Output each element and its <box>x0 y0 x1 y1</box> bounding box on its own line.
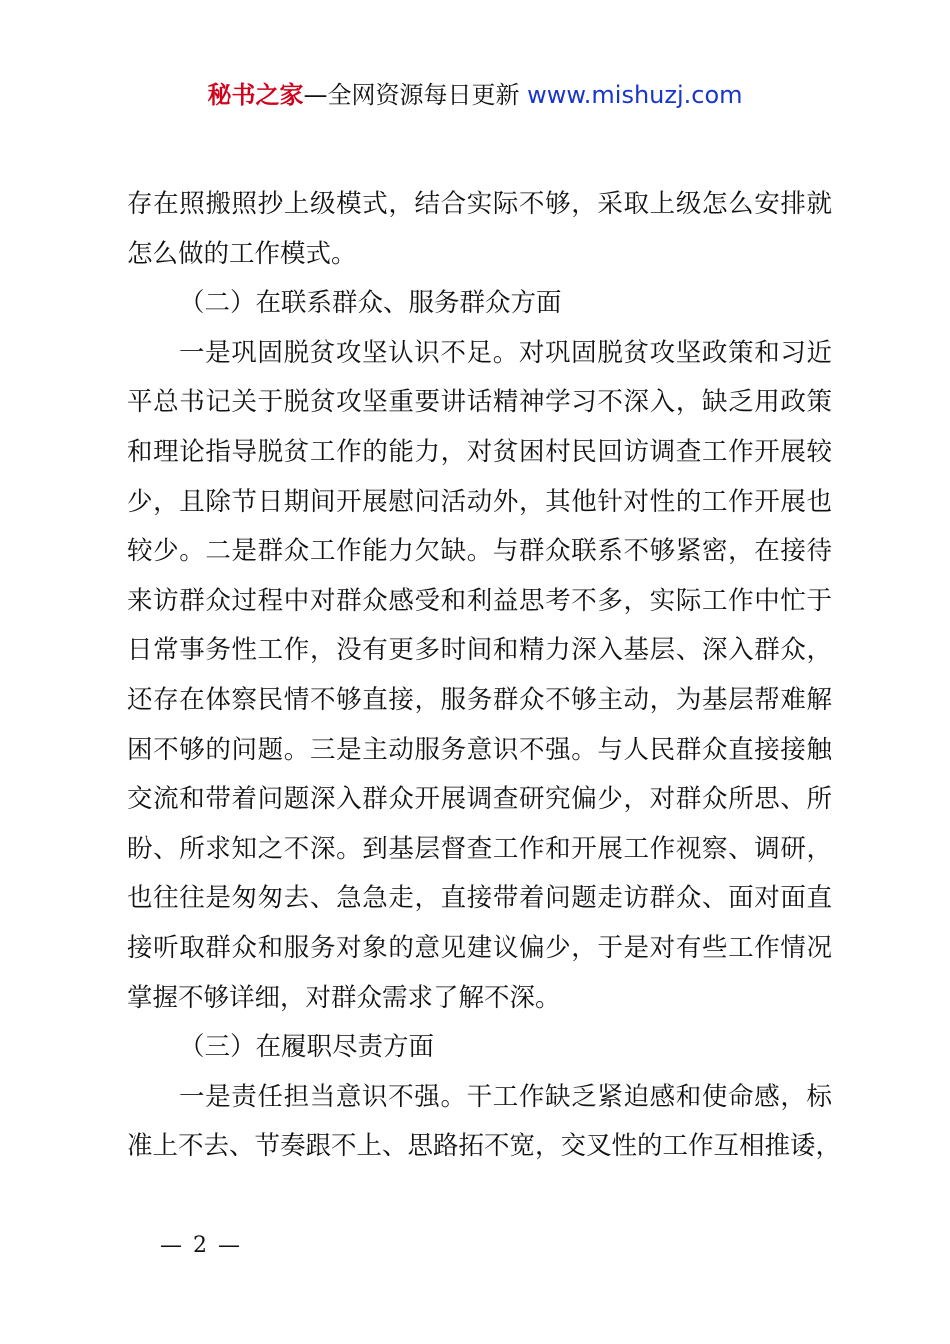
text-line: 困不够的问题。三是主动服务意识不强。与人民群众直接接触 <box>127 734 832 765</box>
text-line: 掌握不够详细，对群众需求了解不深。 <box>127 982 561 1013</box>
site-url-link[interactable]: www.mishuzj.com <box>527 81 743 109</box>
text-line: 和理论指导脱贫工作的能力，对贫困村民回访调查工作开展较 <box>127 436 832 467</box>
text-line: 还存在体察民情不够直接，服务群众不够主动，为基层帮难解 <box>127 684 832 715</box>
text-line: 日常事务性工作，没有更多时间和精力深入基层、深入群众， <box>127 635 832 666</box>
text-line: （三）在履职尽责方面 <box>179 1032 435 1063</box>
text-line: 交流和带着问题深入群众开展调查研究偏少，对群众所思、所 <box>127 784 832 815</box>
site-header <box>0 78 950 112</box>
text-line: 较少。二是群众工作能力欠缺。与群众联系不够紧密，在接待 <box>127 536 832 567</box>
page-number: — 2 — <box>160 1233 242 1258</box>
text-line: 一是巩固脱贫攻坚认识不足。对巩固脱贫攻坚政策和习近 <box>179 337 832 368</box>
text-line: 也往往是匆匆去、急急走，直接带着问题走访群众、面对面直 <box>127 883 832 914</box>
text-line: 怎么做的工作模式。 <box>127 238 357 269</box>
text-line: 来访群众过程中对群众感受和利益思考不多，实际工作中忙于 <box>127 585 832 616</box>
text-line: 一是责任担当意识不强。干工作缺乏紧迫感和使命感，标 <box>179 1081 832 1112</box>
text-line: （二）在联系群众、服务群众方面 <box>179 288 562 319</box>
header-tagline: —全网资源每日更新 <box>303 81 520 109</box>
text-line: 准上不去、节奏跟不上、思路拓不宽，交叉性的工作互相推诿， <box>127 1131 842 1162</box>
brand-name: 秘书之家 <box>207 81 304 109</box>
text-line: 少，且除节日期间开展慰问活动外，其他针对性的工作开展也 <box>127 486 832 517</box>
document-body <box>127 180 842 1172</box>
text-line: 接听取群众和服务对象的意见建议偏少，于是对有些工作情况 <box>127 932 832 963</box>
text-line: 盼、所求知之不深。到基层督查工作和开展工作视察、调研， <box>127 833 832 864</box>
text-line: 存在照搬照抄上级模式，结合实际不够，采取上级怎么安排就 <box>127 189 832 219</box>
text-line: 平总书记关于脱贫攻坚重要讲话精神学习不深入，缺乏用政策 <box>127 387 832 418</box>
